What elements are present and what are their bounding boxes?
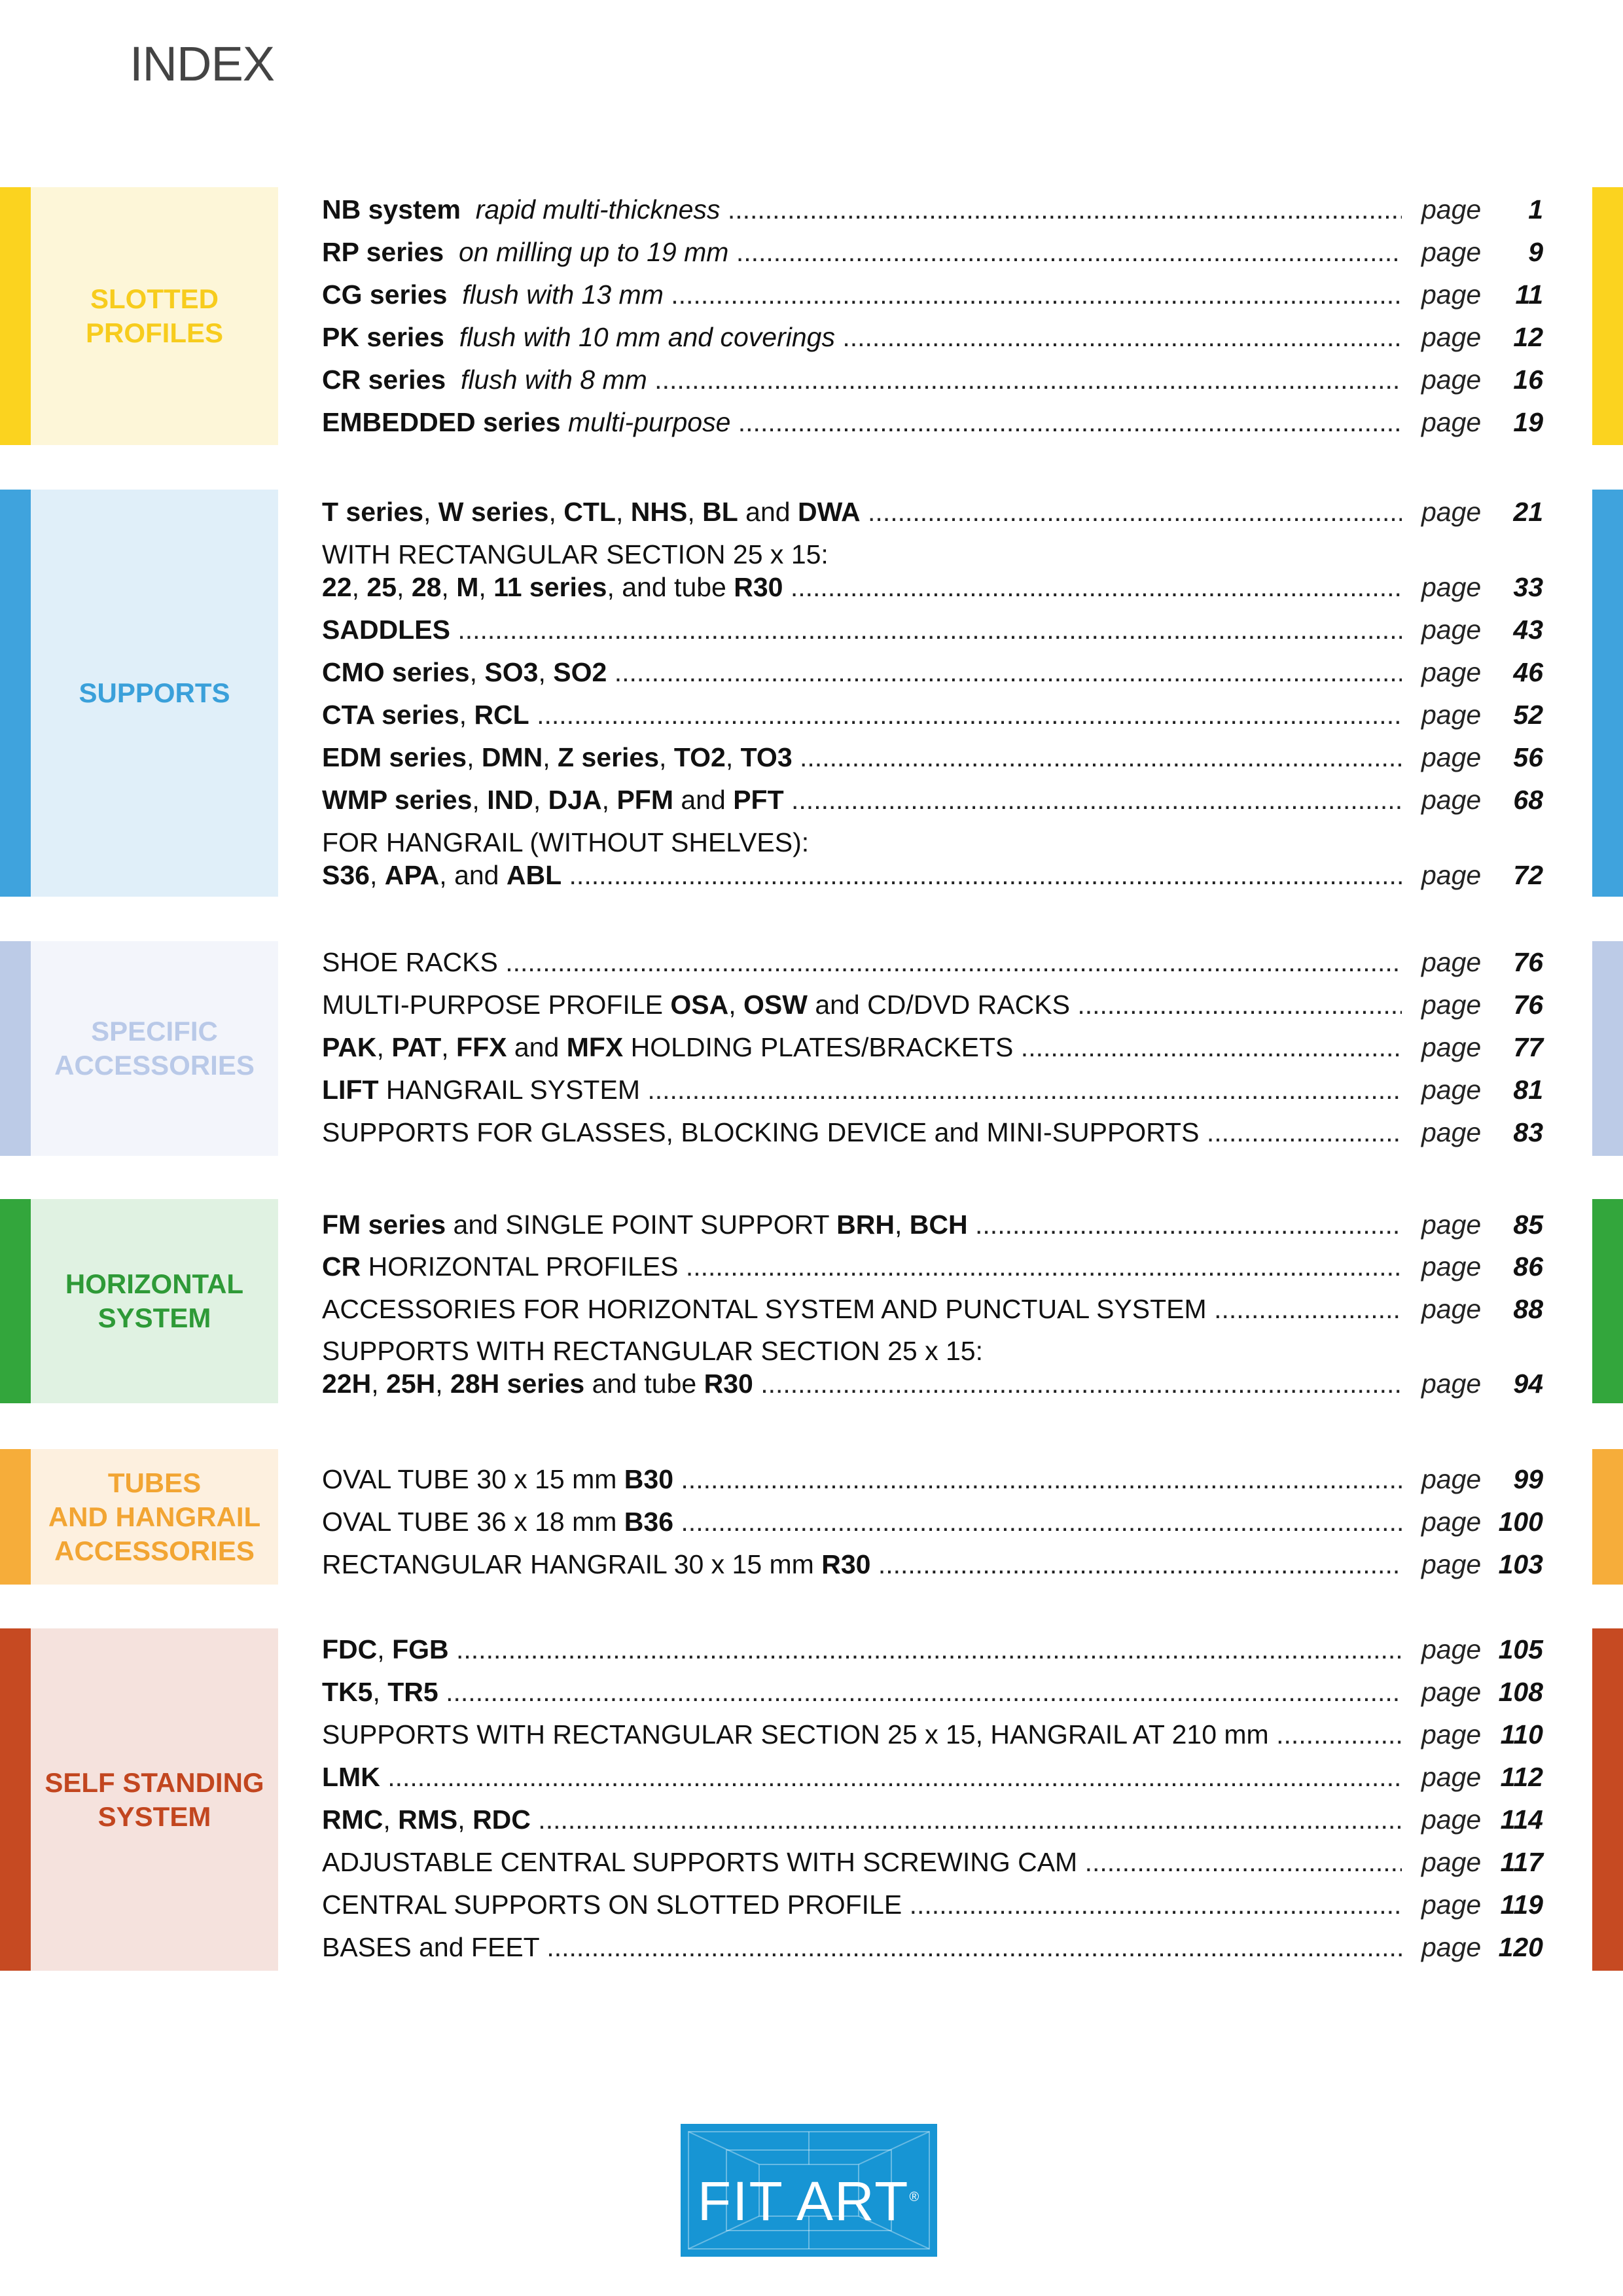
entry-text: , (397, 572, 412, 602)
entry-text: OVAL TUBE 30 x 15 mm (322, 1464, 624, 1494)
section-color-bar-right (1592, 1199, 1623, 1403)
entry-text: PFM (616, 785, 673, 815)
index-entry[interactable] (322, 610, 1543, 649)
index-entry[interactable] (322, 567, 1543, 607)
entry-text: RMC (322, 1804, 383, 1835)
entry-text: HANGRAIL SYSTEM (378, 1075, 640, 1105)
section-color-bar-right (1592, 187, 1623, 445)
entry-description (322, 1028, 1402, 1067)
entry-text: and tube (584, 1369, 704, 1399)
section-color-bar-right (1592, 1449, 1623, 1585)
section-label-box (31, 490, 278, 897)
entry-text: TR5 (387, 1677, 438, 1707)
entry-text: DMN (481, 742, 543, 772)
entry-description (322, 1113, 1402, 1152)
section-label-box (31, 1628, 278, 1971)
page-number: 46 (1513, 657, 1543, 687)
entry-text: PAK (322, 1032, 377, 1062)
entry-text: FM series (322, 1210, 446, 1240)
entry-text: and (673, 785, 734, 815)
entry-text: , (659, 742, 674, 772)
entry-description (322, 1502, 1402, 1541)
page-number: 16 (1513, 365, 1543, 395)
section-color-bar-left (0, 490, 31, 897)
entry-text: PK series (322, 322, 444, 352)
section-color-bar-left (0, 1199, 31, 1403)
logo-word-fit: FIT (697, 2170, 783, 2232)
index-entry[interactable] (322, 1460, 1543, 1499)
entry-description (322, 190, 1402, 229)
entry-text: , (371, 1369, 387, 1399)
entry-text: 28 (411, 572, 442, 602)
entry-description (322, 780, 1402, 819)
page-label: page (1421, 1677, 1482, 1707)
entry-text: rapid multi-thickness (475, 194, 721, 224)
index-entry[interactable] (322, 738, 1543, 777)
index-entry[interactable] (322, 1842, 1543, 1882)
entry-text: flush with 8 mm (460, 365, 647, 395)
page-label: page (1421, 947, 1482, 977)
entry-heading: FOR HANGRAIL (WITHOUT SHELVES): (322, 827, 810, 857)
page-label: page (1421, 1507, 1482, 1537)
index-entry[interactable] (322, 1885, 1543, 1924)
entry-text: NHS (630, 497, 688, 527)
section-label-box (31, 941, 278, 1156)
page-number: 94 (1513, 1369, 1543, 1399)
entry-text: , (533, 785, 548, 815)
entry-description (322, 492, 1402, 531)
page-number: 99 (1513, 1464, 1543, 1494)
entry-text: NB system (322, 194, 461, 224)
page-label: page (1421, 1847, 1482, 1877)
page-number: 52 (1513, 700, 1543, 730)
page-number: 9 (1528, 237, 1543, 267)
entry-description (322, 275, 1402, 314)
entry-text: , (467, 742, 482, 772)
section-label: SLOTTED PROFILES (85, 283, 224, 348)
entry-text: and (507, 1032, 567, 1062)
entry-text: CG series (322, 279, 448, 310)
entry-description (322, 1757, 1402, 1797)
logo-word-art: ART (796, 2170, 910, 2232)
entry-text: SUPPORTS WITH RECTANGULAR SECTION 25 x 15, HANGRAIL AT 210 mm (322, 1719, 1269, 1749)
entry-text: , (376, 1032, 392, 1062)
entry-text: M (456, 572, 479, 602)
entry-description (322, 653, 1402, 692)
page-label: page (1421, 860, 1482, 890)
entry-description (322, 567, 1402, 607)
page-label: page (1421, 742, 1482, 772)
entry-text: SUPPORTS FOR GLASSES, BLOCKING DEVICE and MINI-SUPPORTS (322, 1117, 1200, 1147)
entry-text: FFX (456, 1032, 507, 1062)
page-number: 85 (1513, 1210, 1543, 1240)
entry-description (322, 738, 1402, 777)
entry-description (322, 1800, 1402, 1839)
entry-description (322, 1928, 1402, 1967)
entry-text: TO3 (740, 742, 793, 772)
page-number: 43 (1513, 615, 1543, 645)
entry-description (322, 1205, 1402, 1244)
section-color-bar-left (0, 1628, 31, 1971)
index-entry[interactable] (322, 1715, 1543, 1754)
entry-text: , (472, 785, 488, 815)
entry-description (322, 1842, 1402, 1882)
entry-text: OSW (743, 990, 808, 1020)
index-entry[interactable] (322, 1800, 1543, 1839)
index-entry[interactable] (322, 695, 1543, 734)
entry-text (561, 407, 568, 437)
page-title: INDEX (130, 37, 275, 91)
entry-text: BASES and FEET (322, 1932, 539, 1962)
entry-text: CTA series (322, 700, 459, 730)
section-label-box (31, 187, 278, 445)
entry-text: LMK (322, 1762, 380, 1792)
section-label: SELF STANDING SYSTEM (45, 1767, 264, 1832)
entry-text: CR (322, 1251, 361, 1282)
entry-text: flush with 13 mm (462, 279, 664, 310)
page-label: page (1421, 279, 1482, 310)
page-label: page (1421, 1251, 1482, 1282)
index-entry[interactable] (322, 275, 1543, 314)
page-label: page (1421, 1762, 1482, 1792)
index-entry[interactable] (322, 942, 1543, 982)
index-entry[interactable] (322, 780, 1543, 819)
entry-description (322, 1885, 1402, 1924)
entry-text (461, 194, 476, 224)
page-label: page (1421, 194, 1482, 224)
entry-text: DWA (797, 497, 861, 527)
entry-text: 11 series (493, 572, 607, 602)
entry-text: RMS (398, 1804, 458, 1835)
entry-description (322, 942, 1402, 982)
page-number: 114 (1500, 1804, 1543, 1835)
entry-text: , (457, 1804, 473, 1835)
page-label: page (1421, 1890, 1482, 1920)
entry-text (446, 365, 461, 395)
entry-text: , (372, 1677, 388, 1707)
index-entry[interactable] (322, 985, 1543, 1024)
entry-text: 25 (366, 572, 397, 602)
entry-text: TO2 (673, 742, 726, 772)
page-number: 81 (1513, 1075, 1543, 1105)
index-entry[interactable] (322, 1289, 1543, 1329)
entry-text: , (728, 990, 743, 1020)
index-entry[interactable] (322, 1028, 1543, 1067)
entry-text: FGB (392, 1634, 449, 1664)
page-number: 68 (1513, 785, 1543, 815)
entry-text: , (351, 572, 367, 602)
entry-text: R30 (734, 572, 783, 602)
section-color-bar-left (0, 187, 31, 445)
entry-heading: WITH RECTANGULAR SECTION 25 x 15: (322, 539, 829, 569)
entry-description (322, 1070, 1402, 1109)
entry-text: , (478, 572, 494, 602)
entry-text: , (895, 1210, 910, 1240)
index-entry[interactable] (322, 403, 1543, 442)
entry-description (322, 1364, 1402, 1403)
page-label: page (1421, 322, 1482, 352)
page-label: page (1421, 1464, 1482, 1494)
entry-text: RCL (474, 700, 529, 730)
section-label: HORIZONTAL SYSTEM (65, 1268, 244, 1333)
index-entry[interactable] (322, 1630, 1543, 1669)
page-number: 120 (1498, 1932, 1543, 1962)
section-label: SUPPORTS (79, 677, 230, 708)
page-number: 119 (1500, 1890, 1543, 1920)
entry-description (322, 360, 1402, 399)
entry-text: BCH (909, 1210, 968, 1240)
page-label: page (1421, 1719, 1482, 1749)
index-entry[interactable] (322, 1928, 1543, 1967)
entry-description (322, 985, 1402, 1024)
page-number: 86 (1513, 1251, 1543, 1282)
entry-text: on milling up to 19 mm (458, 237, 729, 267)
entry-text: RDC (473, 1804, 531, 1835)
index-entry[interactable] (322, 317, 1543, 357)
entry-text (447, 279, 462, 310)
entry-description (322, 1247, 1402, 1286)
index-entry[interactable] (322, 1757, 1543, 1797)
index-entry[interactable] (322, 190, 1543, 229)
entry-text: BL (702, 497, 738, 527)
entry-text: IND (487, 785, 533, 815)
page-label: page (1421, 1634, 1482, 1664)
entry-description (322, 1460, 1402, 1499)
entry-text: , and (439, 860, 507, 890)
entry-description (322, 317, 1402, 357)
section-label: TUBES AND HANGRAIL ACCESSORIES (48, 1467, 261, 1566)
entry-text: APA (384, 860, 440, 890)
entry-text: ABL (506, 860, 562, 890)
page-label: page (1421, 1210, 1482, 1240)
entry-text: , (543, 742, 558, 772)
entry-text: OSA (670, 990, 729, 1020)
page-label: page (1421, 615, 1482, 645)
page-number: 105 (1498, 1634, 1543, 1664)
page-label: page (1421, 785, 1482, 815)
entry-text: LIFT (322, 1075, 379, 1105)
entry-text: , and tube (607, 572, 734, 602)
index-entry[interactable] (322, 1672, 1543, 1712)
page-number: 76 (1513, 947, 1543, 977)
entry-description (322, 1672, 1402, 1712)
entry-text: 22H (322, 1369, 372, 1399)
page-number: 77 (1513, 1032, 1543, 1062)
page-label: page (1421, 365, 1482, 395)
section-label: SPECIFIC ACCESSORIES (54, 1016, 255, 1081)
index-entry[interactable] (322, 653, 1543, 692)
page-label: page (1421, 237, 1482, 267)
entry-text: , (435, 1369, 451, 1399)
index-entry[interactable] (322, 492, 1543, 531)
page-number: 88 (1513, 1294, 1543, 1324)
section-color-bar-right (1592, 1628, 1623, 1971)
entry-text: SO2 (553, 657, 607, 687)
logo-registered-mark: ® (909, 2190, 921, 2204)
entry-text: and CD/DVD RACKS (807, 990, 1070, 1020)
page-number: 33 (1513, 572, 1543, 602)
entry-text: , (441, 1032, 457, 1062)
page-number: 72 (1513, 860, 1543, 890)
entry-text: , (441, 572, 457, 602)
entry-text: , (423, 497, 438, 527)
entry-text: EMBEDDED series (322, 407, 561, 437)
page-number: 112 (1500, 1762, 1543, 1792)
page-label: page (1421, 1032, 1482, 1062)
entry-text: ADJUSTABLE CENTRAL SUPPORTS WITH SCREWING CAM (322, 1847, 1078, 1877)
entry-text: and SINGLE POINT SUPPORT (446, 1210, 837, 1240)
index-entry[interactable] (322, 232, 1543, 272)
index-entry[interactable] (322, 855, 1543, 895)
entry-text: RECTANGULAR HANGRAIL 30 x 15 mm (322, 1549, 822, 1579)
entry-description (322, 855, 1402, 895)
section-color-bar-left (0, 1449, 31, 1585)
entry-text: WMP series (322, 785, 473, 815)
logo-wordmark (681, 2170, 937, 2233)
entry-text: RP series (322, 237, 444, 267)
index-entry[interactable] (322, 1545, 1543, 1584)
entry-text: , (601, 785, 617, 815)
page-number: 117 (1500, 1847, 1543, 1877)
page-number: 103 (1498, 1549, 1543, 1579)
entry-text: BRH (836, 1210, 895, 1240)
page-label: page (1421, 497, 1482, 527)
entry-description (322, 403, 1402, 442)
page-number: 56 (1513, 742, 1543, 772)
index-entry[interactable] (322, 1113, 1543, 1152)
entry-description (322, 232, 1402, 272)
page-label: page (1421, 1294, 1482, 1324)
page-number: 110 (1500, 1719, 1543, 1749)
section-color-bar-right (1592, 941, 1623, 1156)
entry-text: PAT (391, 1032, 442, 1062)
index-entry[interactable] (322, 1247, 1543, 1286)
page-number: 100 (1498, 1507, 1543, 1537)
entry-text: B30 (624, 1464, 674, 1494)
entry-text: ACCESSORIES FOR HORIZONTAL SYSTEM AND PUNCTUAL SYSTEM (322, 1294, 1207, 1324)
entry-text: CTL (563, 497, 616, 527)
entry-text: CENTRAL SUPPORTS ON SLOTTED PROFILE (322, 1890, 902, 1920)
index-entry[interactable] (322, 1364, 1543, 1403)
page-number: 12 (1513, 322, 1543, 352)
entry-text: R30 (821, 1549, 871, 1579)
entry-text: S36 (322, 860, 370, 890)
index-entry[interactable] (322, 1502, 1543, 1541)
page-label: page (1421, 1075, 1482, 1105)
index-entry[interactable] (322, 1070, 1543, 1109)
entry-text: , (377, 1634, 393, 1664)
entry-text: , (548, 497, 564, 527)
entry-text: PFT (733, 785, 784, 815)
entry-text: FDC (322, 1634, 378, 1664)
entry-text: CMO series (322, 657, 470, 687)
entry-text: DJA (548, 785, 602, 815)
entry-description (322, 1545, 1402, 1584)
entry-text: SADDLES (322, 615, 450, 645)
page-number: 1 (1528, 194, 1543, 224)
entry-text: TK5 (322, 1677, 373, 1707)
entry-text: , (725, 742, 741, 772)
page-number: 108 (1498, 1677, 1543, 1707)
page-label: page (1421, 572, 1482, 602)
entry-text: , (687, 497, 703, 527)
entry-text: multi-purpose (567, 407, 731, 437)
entry-text: , (369, 860, 385, 890)
page-label: page (1421, 1369, 1482, 1399)
page-number: 76 (1513, 990, 1543, 1020)
index-entry[interactable] (322, 1205, 1543, 1244)
entry-text: 28H series (450, 1369, 585, 1399)
entry-text: , (383, 1804, 399, 1835)
page-label: page (1421, 1117, 1482, 1147)
entry-text: HOLDING PLATES/BRACKETS (623, 1032, 1014, 1062)
entry-description (322, 695, 1402, 734)
entry-text: T series (322, 497, 423, 527)
page-label: page (1421, 700, 1482, 730)
page-number: 21 (1513, 497, 1543, 527)
entry-text: and (738, 497, 798, 527)
entry-text: , (538, 657, 554, 687)
page-number: 83 (1513, 1117, 1543, 1147)
entry-text: SO3 (484, 657, 539, 687)
fit-art-logo (681, 2124, 937, 2257)
entry-description (322, 1715, 1402, 1754)
page-label: page (1421, 407, 1482, 437)
entry-text: R30 (704, 1369, 753, 1399)
entry-text: , (459, 700, 474, 730)
entry-text (444, 322, 459, 352)
page-label: page (1421, 1549, 1482, 1579)
entry-text: MFX (566, 1032, 624, 1062)
section-color-bar-left (0, 941, 31, 1156)
entry-description (322, 1630, 1402, 1669)
page-label: page (1421, 657, 1482, 687)
page-label: page (1421, 1804, 1482, 1835)
entry-text: 25H (386, 1369, 436, 1399)
entry-text: flush with 10 mm and coverings (459, 322, 835, 352)
page-number: 19 (1513, 407, 1543, 437)
page-number: 11 (1515, 279, 1543, 310)
entry-description (322, 1289, 1402, 1329)
section-label-box (31, 1199, 278, 1403)
entry-text: W series (438, 497, 549, 527)
entry-text: Z series (558, 742, 660, 772)
index-entry[interactable] (322, 360, 1543, 399)
entry-heading: SUPPORTS WITH RECTANGULAR SECTION 25 x 15: (322, 1336, 984, 1366)
entry-text: SHOE RACKS (322, 947, 498, 977)
page-label: page (1421, 990, 1482, 1020)
page-label: page (1421, 1932, 1482, 1962)
entry-text: OVAL TUBE 36 x 18 mm (322, 1507, 624, 1537)
entry-text: 22 (322, 572, 352, 602)
entry-text: , (469, 657, 485, 687)
entry-text: , (615, 497, 631, 527)
entry-text: EDM series (322, 742, 467, 772)
entry-text: CR series (322, 365, 446, 395)
entry-text: MULTI-PURPOSE PROFILE (322, 990, 671, 1020)
entry-description (322, 610, 1402, 649)
entry-text (444, 237, 459, 267)
entry-text: B36 (624, 1507, 674, 1537)
section-label-box (31, 1449, 278, 1585)
entry-text: HORIZONTAL PROFILES (361, 1251, 679, 1282)
section-color-bar-right (1592, 490, 1623, 897)
